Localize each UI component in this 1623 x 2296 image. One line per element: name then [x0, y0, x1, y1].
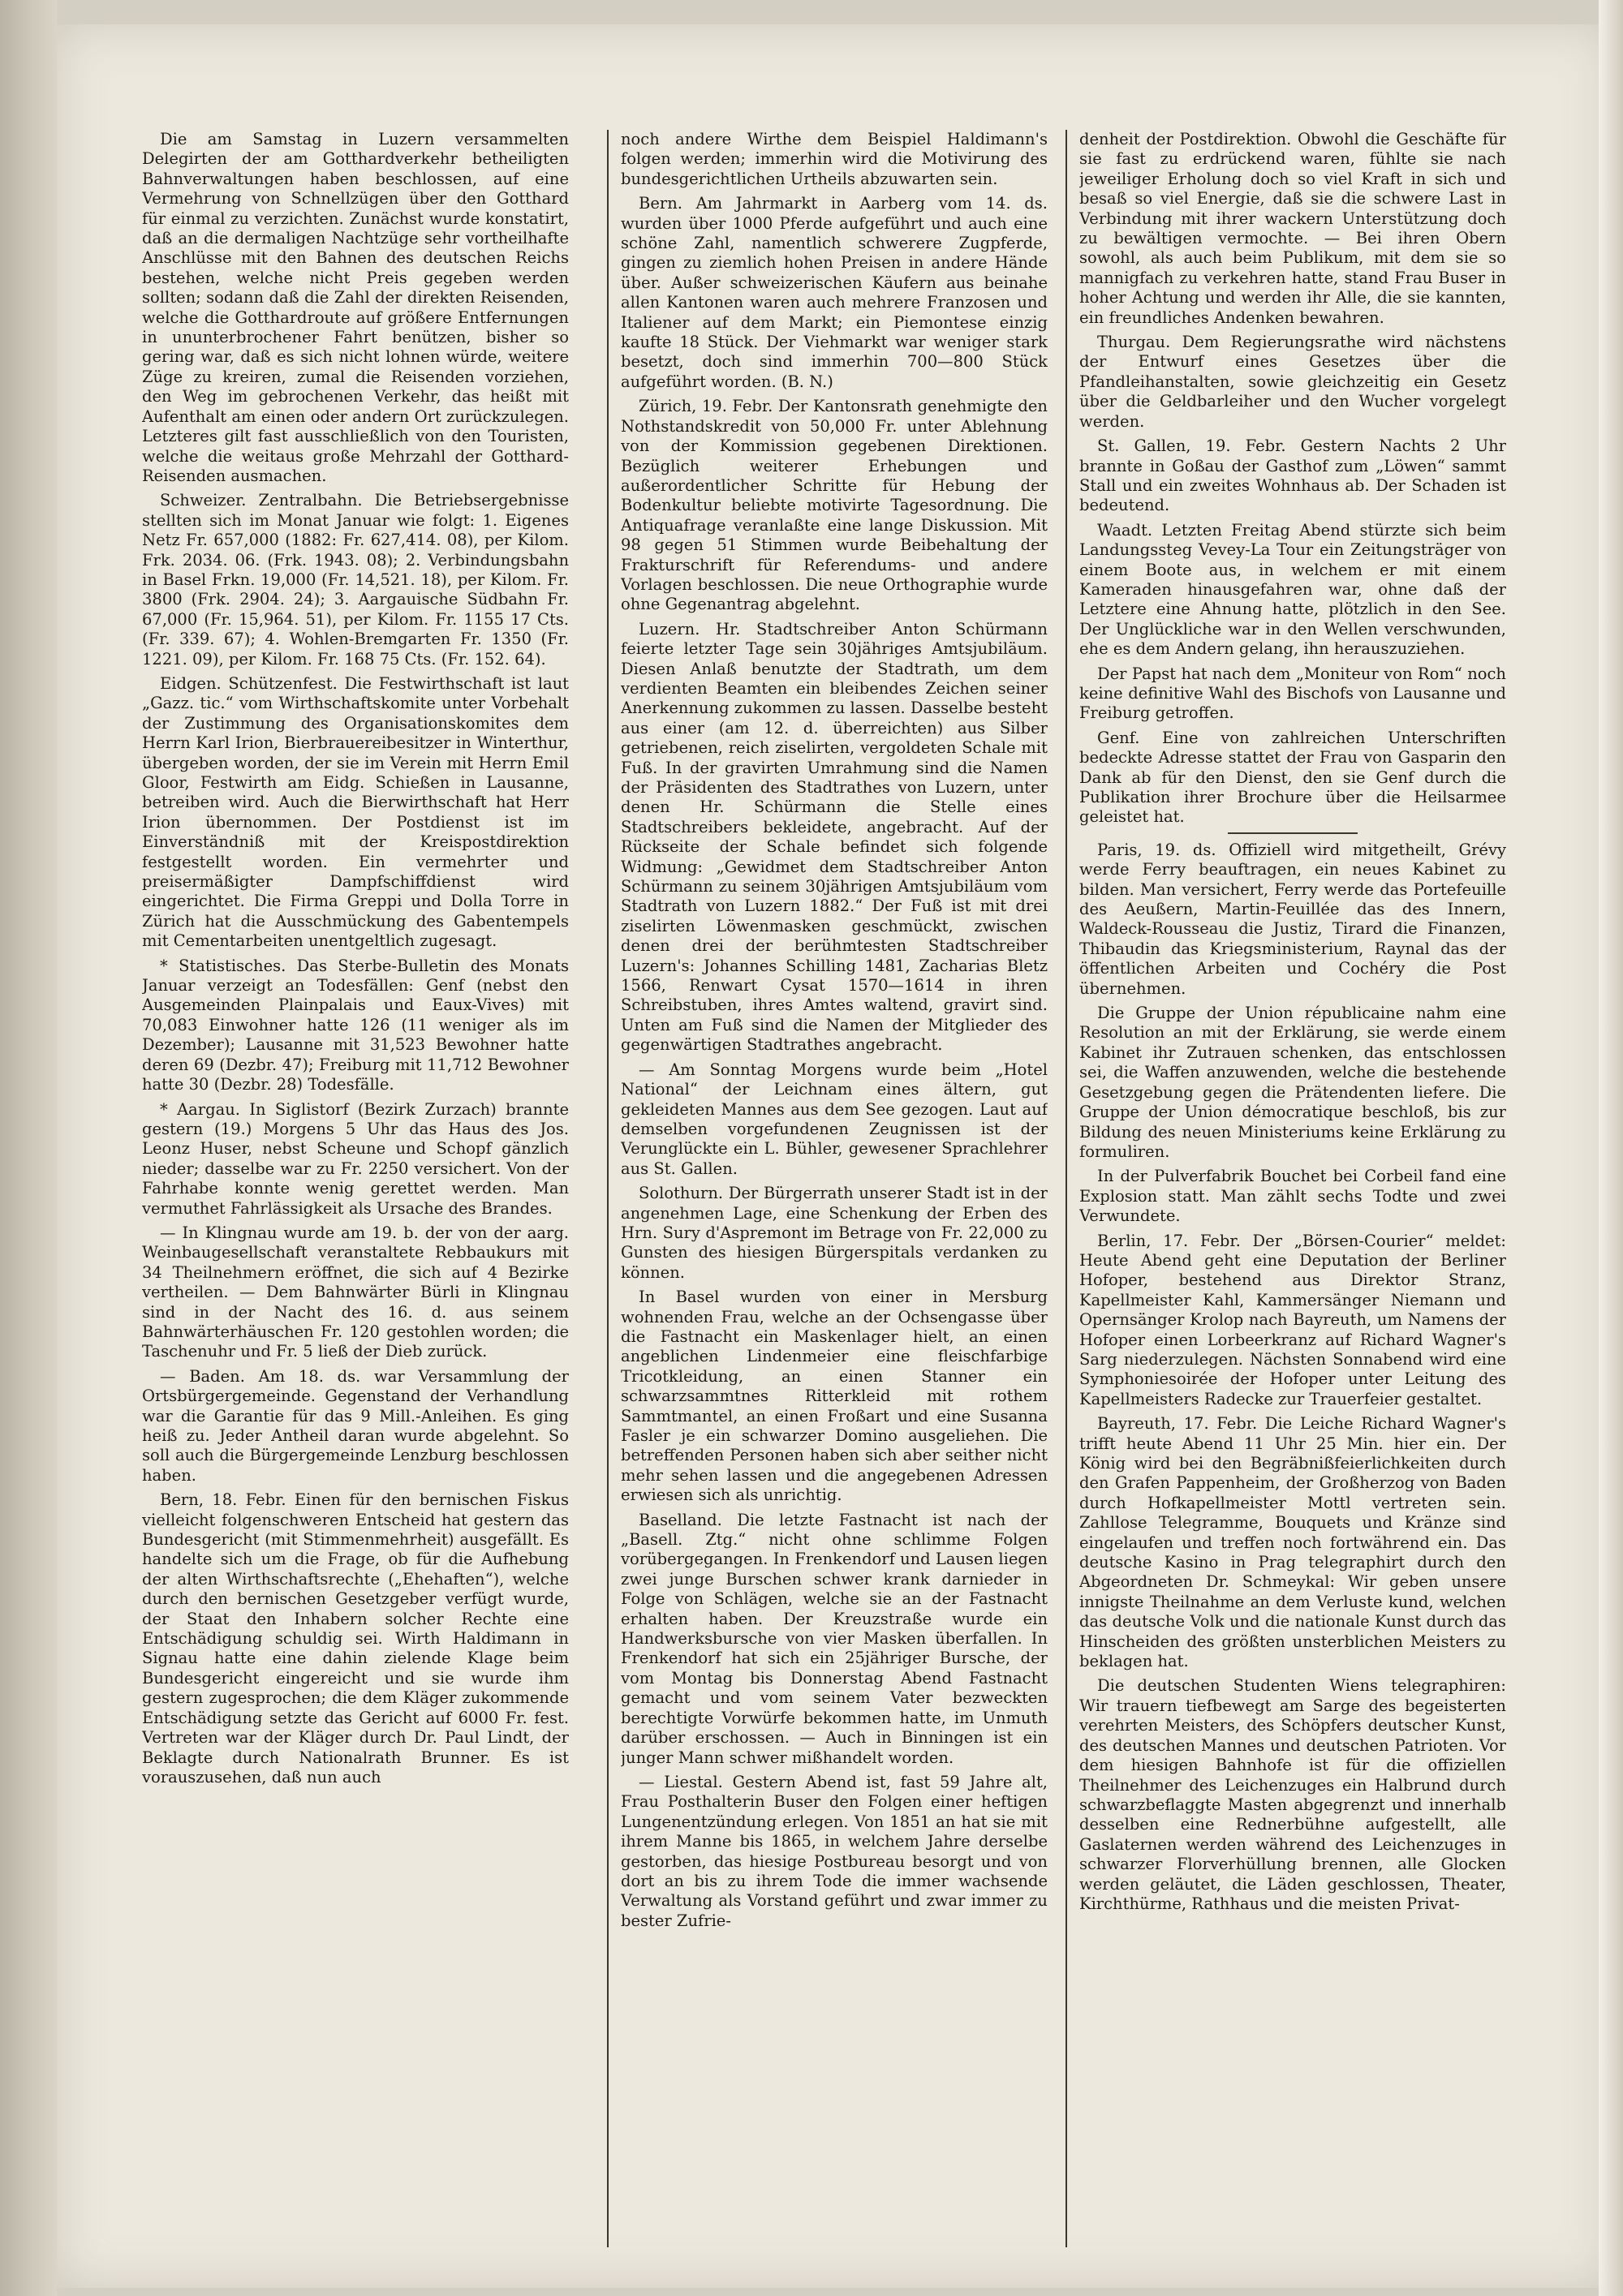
- article-paragraph: Solothurn. Der Bürgerrath unserer Stadt ist in der angenehmen Lage, eine Schenkung der Erben des Hrn. Sury d'Aspremont im Betrage von Fr. 22,000 zu Gunsten des hiesigen Bürgerspitals verdanken zu können.: [621, 1184, 1048, 1282]
- article-paragraph: Thurgau. Dem Regierungsrathe wird nächstens der Entwurf eines Gesetzes über die Pfandleihanstalten, sowie gleichzeitig ein Gesetz über die Geldbarleiher und den Wucher vorgelegt werden.: [1079, 333, 1506, 431]
- article-paragraph: In der Pulverfabrik Bouchet bei Corbeil fand eine Explosion statt. Man zählt sechs Todte und zwei Verwundete.: [1079, 1167, 1506, 1226]
- column-1: [142, 130, 569, 2247]
- article-paragraph: Die Gruppe der Union républicaine nahm eine Resolution an mit der Erklärung, sie werde einem Kabinet ihr Zutrauen schenken, das entschlossen sei, die Waffen anzuwenden, welche die bestehende Gesetzgebung gegen die Prätendenten liefere. Die Gruppe der Union démocratique beschloß, bis zur Bildung des neuen Ministeriums keine Erklärung zu formuliren.: [1079, 1004, 1506, 1161]
- article-paragraph: — In Klingnau wurde am 19. b. der von der aarg. Weinbaugesellschaft veranstaltete Rebbaukurs mit 34 Theilnehmern eröffnet, die sich auf 4 Bezirke vertheilen. — Dem Bahnwärter Bürli in Klingnau sind in der Nacht des 16. d. aus seinem Bahnwärterhäuschen Fr. 120 gestohlen worden; die Taschenuhr und Fr. 5 ließ der Dieb zurück.: [142, 1223, 569, 1361]
- column-2: [621, 130, 1048, 2247]
- article-paragraph: — Am Sonntag Morgens wurde beim „Hotel National“ der Leichnam eines ältern, gut gekleideten Mannes aus dem See gezogen. Laut auf demselben vorgefundenen Zeugnissen ist der Verunglückte ein L. Bühler, gewesener Sprachlehrer aus St. Gallen.: [621, 1060, 1048, 1178]
- article-paragraph: — Liestal. Gestern Abend ist, fast 59 Jahre alt, Frau Posthalterin Buser den Folgen einer heftigen Lungenentzündung erlegen. Von 1851 an hat sie mit ihrem Manne bis 1865, in welchem Jahre derselbe gestorben, das hiesige Postbureau besorgt und von dort an bis zu ihrem Tode die immer wachsende Verwaltung als Vorstand geführt und zwar immer zu bester Zufrie-: [621, 1772, 1048, 1930]
- article-paragraph: Baselland. Die letzte Fastnacht ist nach der „Basell. Ztg.“ nicht ohne schlimme Folgen vorübergegangen. In Frenkendorf und Lausen liegen zwei junge Burschen schwer krank darnieder in Folge von Schlägen, welche sie an der Fastnacht erhalten haben. Der Kreuzstraße wurde ein Handwerksbursche von vier Masken überfallen. In Frenkendorf hat sich ein 25jähriger Bursche, der vom Montag bis Donnerstag Abend Fastnacht gemacht und vom seinem Vater bezweckten berechtigte Vorwürfe bekommen hatte, im Unmuth darüber erschossen. — Auch in Binningen ist ein junger Mann schwer mißhandelt worden.: [621, 1510, 1048, 1767]
- article-paragraph: Eidgen. Schützenfest. Die Festwirthschaft ist laut „Gazz. tic.“ vom Wirthschaftskomite unter Vorbehalt der Zustimmung des Organisationskomites dem Herrn Karl Irion, Bierbrauereibesitzer in Winterthur, übergeben worden, der sie im Verein mit Herrn Emil Gloor, Festwirth am Eidg. Schießen in Lausanne, betreiben wird. Auch die Bierwirthschaft hat Herr Irion übernommen. Der Postdienst ist im Einverständniß mit der Kreispostdirektion festgestellt worden. Ein vermehrter und preisermäßigter Dampfschiffdienst wird eingerichtet. Die Firma Greppi und Dolla Torre in Zürich hat die Ausschmückung des Gabentempels mit Cementarbeiten unentgeltlich zugesagt.: [142, 673, 569, 951]
- article-paragraph: Der Papst hat nach dem „Moniteur von Rom“ noch keine definitive Wahl des Bischofs von Lausanne und Freiburg getroffen.: [1079, 664, 1506, 723]
- page-edge-left: [0, 0, 57, 2296]
- article-paragraph: * Statistisches. Das Sterbe-Bulletin des Monats Januar verzeigt an Todesfällen: Genf (nebst den Ausgemeinden Plainpalais und Eaux-Vives) mit 70,083 Einwohner hatte 126 (11 weniger als im Dezember); Lausanne mit 31,523 Bewohner hatte deren 69 (Dezbr. 47); Freiburg mit 11,712 Bewohner hatte 30 (Dezbr. 28) Todesfälle.: [142, 956, 569, 1094]
- article-paragraph: denheit der Postdirektion. Obwohl die Geschäfte für sie fast zu erdrückend waren, fühlte sie nach jeweiliger Erholung doch so viel Kraft in sich und besaß so viel Energie, daß sie die schwere Last in Verbindung mit ihrer wackern Unterstützung doch zu bewältigen vermochte. — Bei ihren Obern sowohl, als auch beim Publikum, mit dem sie so mannigfach zu verkehren hatte, stand Frau Buser in hoher Achtung und werden ihr Alle, die sie kannten, ein freundliches Andenken bewahren.: [1079, 130, 1506, 327]
- article-paragraph: Schweizer. Zentralbahn. Die Betriebsergebnisse stellten sich im Monat Januar wie folgt: 1. Eigenes Netz Fr. 657,000 (1882: Fr. 627,414. 08), per Kilom. Frk. 2034. 06. (Frk. 1943. 08); 2. Verbindungsbahn in Basel Frkn. 19,000 (Fr. 14,521. 18), per Kilom. Fr. 3800 (Frk. 2904. 24); 3. Aargauische Südbahn Fr. 67,000 (Fr. 15,964. 51), per Kilom. Fr. 1155 17 Cts. (Fr. 339. 67); 4. Wohlen-Bremgarten Fr. 1350 (Fr. 1221. 09), per Kilom. Fr. 168 75 Cts. (Fr. 152. 64).: [142, 491, 569, 669]
- article-paragraph: Waadt. Letzten Freitag Abend stürzte sich beim Landungssteg Vevey-La Tour ein Zeitungsträger von einem Boote aus, in welchem er mit einem Kameraden hinausgefahren war, ohne daß der Letztere eine Ahnung hatte, plötzlich in den See. Der Unglückliche war in den Wellen verschwunden, ehe es dem Andern gelang, ihn herauszuziehen.: [1079, 520, 1506, 659]
- column-rule: [607, 130, 609, 2247]
- article-paragraph: Genf. Eine von zahlreichen Unterschriften bedeckte Adresse stattet der Frau von Gasparin den Dank ab für den Dienst, den sie Genf durch die Publikation ihrer Brochure über die Heilsarmee geleistet hat.: [1079, 728, 1506, 827]
- section-divider: [1228, 832, 1358, 834]
- article-paragraph: Bayreuth, 17. Febr. Die Leiche Richard Wagner's trifft heute Abend 11 Uhr 25 Min. hier ein. Der König wird bei den Begräbnißfeierlichkeiten durch den Grafen Pappenheim, der Großherzog von Baden durch Hofkapellmeister Mottl vertreten sein. Zahllose Telegramme, Bouquets und Kränze sind eingelaufen und treffen noch fortwährend ein. Das deutsche Kasino in Prag telegraphirt durch den Abgeordneten Dr. Schmeykal: Wir geben unsere innigste Theilnahme an dem Verluste kund, welchen das deutsche Volk und die nationale Kunst durch das Hinscheiden des größten unsterblichen Meisters zu beklagen hat.: [1079, 1414, 1506, 1671]
- article-paragraph: In Basel wurden von einer in Mersburg wohnenden Frau, welche an der Ochsengasse über die Fastnacht ein Maskenlager hielt, an einen angeblichen Lindenmeier eine fleischfarbige Tricotkleidung, an einen Stanner ein schwarzsammtnes Ritterkleid mit rothem Sammtmantel, an einen Froßart und eine Susanna Fasler je ein schwarzer Domino ausgeliehen. Die betreffenden Personen haben sich aber seither nicht mehr sehen lassen und die angegebenen Adressen erwiesen sich als unrichtig.: [621, 1288, 1048, 1505]
- article-paragraph: Zürich, 19. Febr. Der Kantonsrath genehmigte den Nothstandskredit von 50,000 Fr. unter Ablehnung von der Kommission gegebenen Direktionen. Bezüglich weiterer Erhebungen und außerordentlicher Schritte für Hebung der Bodenkultur beliebte motivirte Tagesordnung. Die Antiquafrage veranlaßte eine lange Diskussion. Mit 98 gegen 51 Stimmen wurde Beibehaltung der Frakturschrift für Referendums- und andere Vorlagen beschlossen. Die neue Orthographie wurde ohne Gegenantrag abgelehnt.: [621, 397, 1048, 614]
- article-paragraph: St. Gallen, 19. Febr. Gestern Nachts 2 Uhr brannte in Goßau der Gasthof zum „Löwen“ sammt Stall und ein zweites Wohnhaus ab. Der Schaden ist bedeutend.: [1079, 436, 1506, 515]
- column-3: [1079, 130, 1506, 2247]
- article-paragraph: Die deutschen Studenten Wiens telegraphiren: Wir trauern tiefbewegt am Sarge des begeisterten verehrten Meisters, des Schöpfers deutscher Kunst, des deutschen Mannes und deutschen Patrioten. Vor dem hiesigen Bahnhofe ist für die offiziellen Theilnehmer des Leichenzuges ein Halbrund durch schwarzbeflaggte Masten abgegrenzt und innerhalb desselben eine Rednerbühne aufgestellt, alle Gaslaternen werden während des Leichenzuges in schwarzer Florverhüllung brennen, alle Glocken werden geläutet, die Läden geschlossen, Theater, Kirchthürme, Rathhaus und die meisten Privat-: [1079, 1676, 1506, 1913]
- article-paragraph: Bern, 18. Febr. Einen für den bernischen Fiskus vielleicht folgenschweren Entscheid hat gestern das Bundesgericht (mit Stimmenmehrheit) ausgefällt. Es handelte sich um die Frage, ob für die Aufhebung der alten Wirthschaftsrechte („Ehehaften“), welche durch den bernischen Gesetzgeber verfügt wurde, der Staat den Inhabern solcher Rechte eine Entschädigung schuldig sei. Wirth Haldimann in Signau hatte eine dahin zielende Klage beim Bundesgericht eingereicht und sie wurde ihm gestern zugesprochen; die dem Kläger zukommende Entschädigung setzte das Gericht auf 6000 Fr. fest. Vertreten war der Kläger durch Dr. Paul Lindt, der Beklagte durch Nationalrath Brunner. Es ist vorauszusehen, daß nun auch: [142, 1490, 569, 1786]
- article-paragraph: Bern. Am Jahrmarkt in Aarberg vom 14. ds. wurden über 1000 Pferde aufgeführt und auch eine schöne Zahl, namentlich schwerere Zugpferde, gingen zu ziemlich hohen Preisen in andere Hände über. Außer schweizerischen Käufern aus beinahe allen Kantonen waren auch mehrere Franzosen und Italiener auf dem Markt; ein Piemontese einzig kaufte 18 Stück. Der Viehmarkt war weniger stark besetzt, doch sind immerhin 700—800 Stück aufgeführt worden. (B. N.): [621, 194, 1048, 391]
- article-paragraph: noch andere Wirthe dem Beispiel Haldimann's folgen werden; immerhin wird die Motivirung des bundesgerichtlichen Urtheils abzuwarten sein.: [621, 130, 1048, 188]
- column-rule: [1065, 130, 1067, 2247]
- article-paragraph: — Baden. Am 18. ds. war Versammlung der Ortsbürgergemeinde. Gegenstand der Verhandlung war die Garantie für das 9 Mill.-Anleihen. Es ging heiß zu. Jeder Antheil daran wurde abgelehnt. So soll auch die Bürgergemeinde Lenzburg beschlossen haben.: [142, 1366, 569, 1485]
- article-paragraph: Luzern. Hr. Stadtschreiber Anton Schürmann feierte letzter Tage sein 30jähriges Amtsjubiläum. Diesen Anlaß benutzte der Stadtrath, um dem verdienten Beamten ein bleibendes Zeichen seiner Anerkennung zukommen zu lassen. Dasselbe besteht aus einer (am 12. d. überreichten) aus Silber getriebenen, reich ziselirten, vergoldeten Schale mit Fuß. In der gravirten Umrahmung sind die Namen der Präsidenten des Stadtrathes von Luzern, unter denen Hr. Schürmann die Stelle eines Stadtschreibers bekleidete, angebracht. Auf der Rückseite der Schale befindet sich folgende Widmung: „Gewidmet dem Stadtschreiber Anton Schürmann zu seinem 30jährigen Amtsjubiläum vom Stadtrath von Luzern 1882.“ Der Fuß ist mit drei ziselirten Löwenmasken geschmückt, zwischen denen drei der berühmtesten Stadtschreiber Luzern's: Johannes Schilling 1481, Zacharias Bletz 1566, Renwart Cysat 1570—1614 in ihren Schreibstuben, ihres Amtes waltend, gravirt sind. Unten am Fuß sind die Namen der Mitglieder des gegenwärtigen Stadtrathes angebracht.: [621, 619, 1048, 1055]
- article-paragraph: * Aargau. In Siglistorf (Bezirk Zurzach) brannte gestern (19.) Morgens 5 Uhr das Haus des Jos. Leonz Huser, nebst Scheune und Schopf gänzlich nieder; dasselbe war zu Fr. 2250 versichert. Von der Fahrhabe konnte wenig gerettet werden. Man vermuthet Fahrlässigkeit als Ursache des Brandes.: [142, 1099, 569, 1218]
- article-paragraph: Die am Samstag in Luzern versammelten Delegirten der am Gotthardverkehr betheiligten Bahnverwaltungen haben beschlossen, auf eine Vermehrung von Schnellzügen über den Gotthard für einmal zu verzichten. Zunächst wurde konstatirt, daß an die dermaligen Nachtzüge sehr vortheilhafte Anschlüsse mit den Bahnen des deutschen Reichs bestehen, welche nicht Preis gegeben werden sollten; sodann daß die Zahl der direkten Reisenden, welche die Gotthardroute auf größere Entfernungen in ununterbrochener Fahrt benützen, bisher so gering war, daß es sich nicht lohnen würde, weitere Züge zu kreiren, zumal die Reisenden vorziehen, den Weg im gebrochenen Verkehr, das heißt mit Aufenthalt am einen oder andern Ort zurückzulegen. Letzteres gilt fast ausschließlich von den Touristen, welche die weitaus große Mehrzahl der Gotthard-Reisenden ausmachen.: [142, 130, 569, 485]
- page-edge-right: [1599, 0, 1623, 2296]
- article-paragraph: Paris, 19. ds. Offiziell wird mitgetheilt, Grévy werde Ferry beauftragen, ein neues Kabinet zu bilden. Man versichert, Ferry werde das Portefeuille des Aeußern, Martin-Feuillée das des Innern, Waldeck-Rousseau die Justiz, Tirard die Finanzen, Thibaudin das Kriegsministerium, Raynal das der öffentlichen Arbeiten und Cochéry die Post übernehmen.: [1079, 840, 1506, 998]
- article-paragraph: Berlin, 17. Febr. Der „Börsen-Courier“ meldet: Heute Abend geht eine Deputation der Berliner Hofoper, bestehend aus Direktor Stranz, Kapellmeister Kahl, Kammersänger Niemann und Opernsänger Krolop nach Bayreuth, um Namens der Hofoper einen Lorbeerkranz auf Richard Wagner's Sarg niederzulegen. Nächsten Sonnabend wird eine Symphoniesoirée der Hofoper unter Leitung des Kapellmeisters Radecke zur Trauerfeier gestaltet.: [1079, 1231, 1506, 1408]
